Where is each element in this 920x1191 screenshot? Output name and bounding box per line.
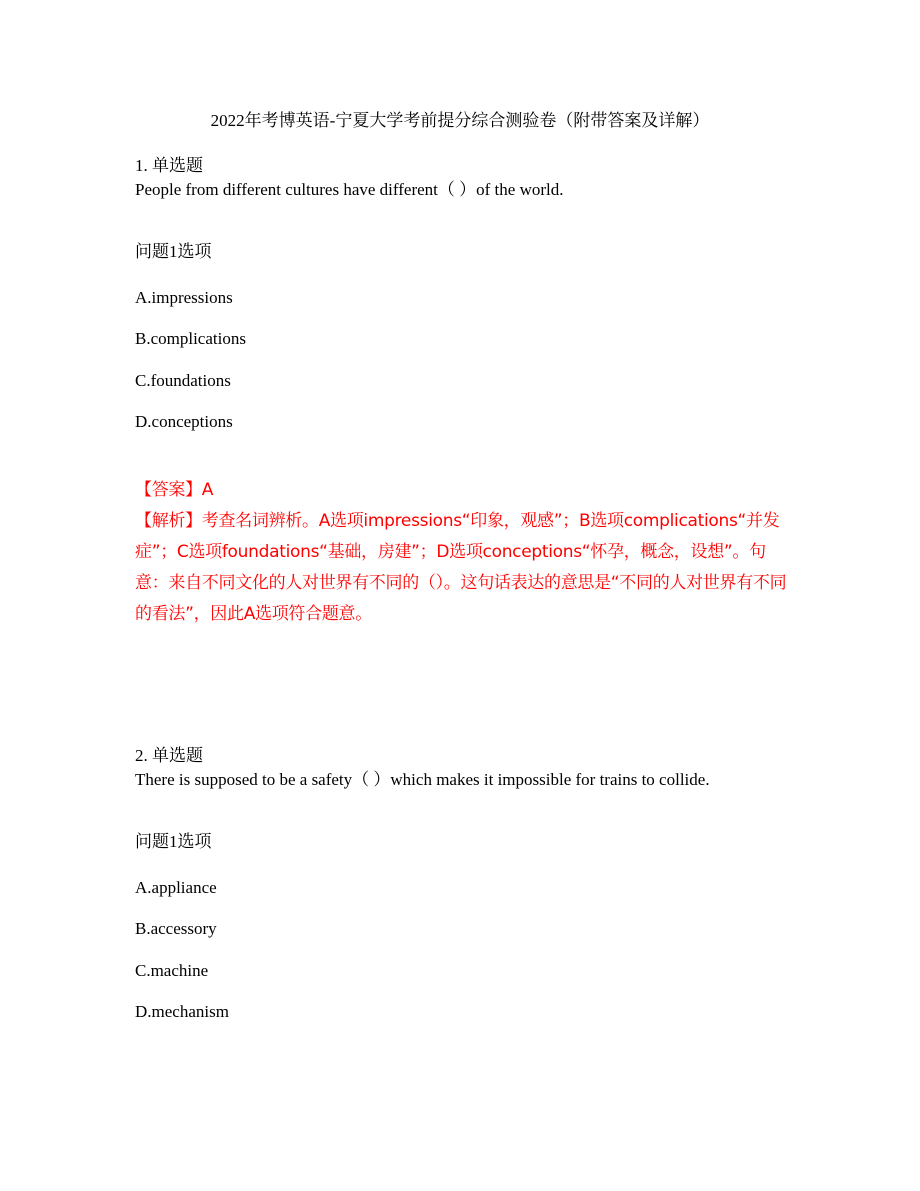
answer-label: 【答案】A bbox=[135, 480, 214, 500]
question-2 bbox=[135, 745, 795, 1021]
option-c: C.foundations bbox=[135, 371, 231, 390]
options-label: 问题1选项 bbox=[135, 242, 212, 261]
question-stem: There is supposed to be a safety（ ）which makes it impossible for trains to collide. bbox=[135, 770, 710, 789]
option-b: B.complications bbox=[135, 329, 246, 348]
option-a: A.impressions bbox=[135, 288, 233, 307]
option-b: B.accessory bbox=[135, 919, 217, 938]
options-label: 问题1选项 bbox=[135, 832, 212, 851]
document-title: 2022年考博英语-宁夏大学考前提分综合测验卷（附带答案及详解） bbox=[210, 111, 710, 130]
answer-explanation-1 bbox=[135, 475, 790, 630]
question-1 bbox=[135, 155, 795, 431]
question-type: 1. 单选题 bbox=[135, 156, 203, 175]
explanation-text: 【解析】考查名词辨析。A选项impressions“印象，观感”；B选项complications“并发症”；C选项foundations“基础，房建”；D选项conceptions“怀孕，概念，设想”。句意：来自不同文化的人对世界有不同的（）。这句话表达的意思是“不同的人对世界有不同的看法”，因此A选项符合题意。 bbox=[135, 511, 787, 624]
option-a: A.appliance bbox=[135, 878, 217, 897]
option-d: D.conceptions bbox=[135, 412, 233, 431]
question-type: 2. 单选题 bbox=[135, 746, 203, 765]
option-c: C.machine bbox=[135, 961, 209, 980]
question-stem: People from different cultures have different（ ）of the world. bbox=[135, 180, 564, 199]
option-d: D.mechanism bbox=[135, 1002, 229, 1021]
